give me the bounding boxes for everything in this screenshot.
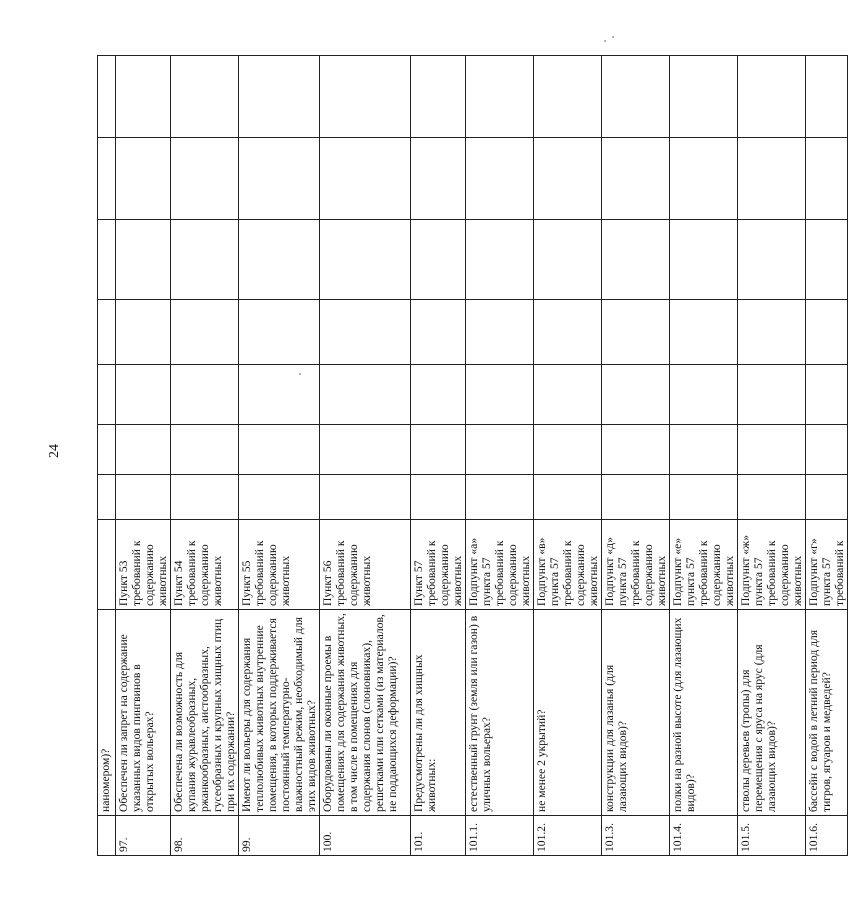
rotated-page: [97, 56, 846, 856]
answer-cell: [320, 365, 411, 425]
row-question: Предусмотрены ли для хищных животных:: [411, 610, 466, 816]
answer-cell: [171, 365, 239, 425]
answer-cell: [411, 56, 466, 138]
answer-cell: [738, 220, 806, 300]
row-number: 101.5.: [738, 816, 806, 856]
scan-speck: [604, 40, 606, 42]
answer-cell: [670, 138, 738, 220]
row-reference: Пункт 57 требований к содержанию животных: [411, 520, 466, 610]
answer-cell: [534, 300, 602, 365]
answer-cell: [466, 300, 534, 365]
answer-cell: [116, 56, 171, 138]
inspection-checklist-table: [97, 55, 848, 856]
row-question: полки на разной высоте (для лазающих видов)?: [670, 610, 738, 816]
row-number: 100.: [320, 816, 411, 856]
answer-cell: [602, 425, 670, 475]
table-row: [602, 56, 670, 856]
row-question: Обеспечен ли запрет на содержание указанных видов пингвинов в открытых вольерах?: [116, 610, 171, 816]
answer-cell: [466, 220, 534, 300]
answer-cell: [806, 56, 848, 138]
row-number: 101.1.: [466, 816, 534, 856]
row-reference: Подпункт «г» пункта 57 требований к: [806, 520, 848, 610]
answer-cell: [411, 138, 466, 220]
table-row: [806, 56, 848, 856]
answer-cell: [116, 365, 171, 425]
answer-cell: [806, 365, 848, 425]
row-reference: [98, 520, 116, 610]
table-row: [738, 56, 806, 856]
answer-cell: [670, 475, 738, 520]
answer-cell: [98, 475, 116, 520]
row-number: 101.6.: [806, 816, 848, 856]
answer-cell: [98, 56, 116, 138]
row-reference: Подпункт «д» пункта 57 требований к содержанию животных: [602, 520, 670, 610]
answer-cell: [171, 56, 239, 138]
answer-cell: [738, 475, 806, 520]
table-row: [411, 56, 466, 856]
answer-cell: [670, 56, 738, 138]
answer-cell: [171, 138, 239, 220]
answer-cell: [738, 56, 806, 138]
table-row: [239, 56, 320, 856]
answer-cell: [602, 300, 670, 365]
answer-cell: [98, 138, 116, 220]
table-row: [466, 56, 534, 856]
row-number: [98, 816, 116, 856]
answer-cell: [806, 220, 848, 300]
row-reference: Подпункт «е» пункта 57 требований к содержанию животных: [670, 520, 738, 610]
row-question: Оборудованы ли оконные проемы в помещениях для содержания животных, в том числе в помещениях для содержания слонов (слоновниках), решетками или сетками (из материалов, не поддающихся деформации)?: [320, 610, 411, 816]
row-question: стволы деревьев (тропы) для перемещения с яруса на ярус (для лазающих видов)?: [738, 610, 806, 816]
row-question: наномером)?: [98, 610, 116, 816]
answer-cell: [98, 365, 116, 425]
answer-cell: [670, 365, 738, 425]
row-reference: Подпункт «в» пункта 57 требований к содержанию животных: [534, 520, 602, 610]
answer-cell: [320, 425, 411, 475]
answer-cell: [239, 138, 320, 220]
answer-cell: [738, 138, 806, 220]
answer-cell: [602, 365, 670, 425]
answer-cell: [116, 300, 171, 365]
answer-cell: [239, 220, 320, 300]
answer-cell: [806, 138, 848, 220]
answer-cell: [320, 56, 411, 138]
answer-cell: [98, 425, 116, 475]
answer-cell: [320, 475, 411, 520]
row-number: 101.3.: [602, 816, 670, 856]
answer-cell: [116, 220, 171, 300]
answer-cell: [116, 475, 171, 520]
row-reference: Пункт 56 требований к содержанию животных: [320, 520, 411, 610]
answer-cell: [239, 56, 320, 138]
answer-cell: [534, 56, 602, 138]
row-reference: Пункт 54 требований к содержанию животных: [171, 520, 239, 610]
row-number: 99.: [239, 816, 320, 856]
row-question: бассейн с водой в летний период для тигров, ягуаров и медведей?: [806, 610, 848, 816]
table-row: [116, 56, 171, 856]
answer-cell: [534, 425, 602, 475]
answer-cell: [171, 300, 239, 365]
answer-cell: [411, 365, 466, 425]
answer-cell: [239, 425, 320, 475]
table-row: [534, 56, 602, 856]
table-row: [98, 56, 116, 856]
answer-cell: [239, 365, 320, 425]
page-number: 24: [47, 444, 62, 458]
row-question: естественный грунт (земля или газон) в уличных вольерах?: [466, 610, 534, 816]
row-question: конструкции для лазанья (для лазающих видов)?: [602, 610, 670, 816]
answer-cell: [534, 475, 602, 520]
answer-cell: [171, 425, 239, 475]
answer-cell: [466, 365, 534, 425]
row-number: 101.: [411, 816, 466, 856]
answer-cell: [171, 475, 239, 520]
row-question: Имеют ли вольеры для содержания теплолюбивых животных внутренние помещения, в которых поддерживается постоянный температурно-влажностный режим, необходимый для этих видов животных?: [239, 610, 320, 816]
answer-cell: [466, 425, 534, 475]
answer-cell: [738, 425, 806, 475]
answer-cell: [239, 475, 320, 520]
answer-cell: [602, 56, 670, 138]
answer-cell: [98, 220, 116, 300]
table-body: [98, 56, 848, 856]
answer-cell: [602, 220, 670, 300]
answer-cell: [411, 475, 466, 520]
answer-cell: [806, 300, 848, 365]
answer-cell: [738, 300, 806, 365]
table-row: [320, 56, 411, 856]
answer-cell: [171, 220, 239, 300]
row-reference: Подпункт «ж» пункта 57 требований к содержанию животных: [738, 520, 806, 610]
answer-cell: [320, 300, 411, 365]
answer-cell: [670, 220, 738, 300]
answer-cell: [738, 365, 806, 425]
answer-cell: [602, 138, 670, 220]
table-row: [670, 56, 738, 856]
answer-cell: [411, 300, 466, 365]
answer-cell: [320, 138, 411, 220]
row-reference: Пункт 53 требований к содержанию животных: [116, 520, 171, 610]
answer-cell: [670, 300, 738, 365]
answer-cell: [534, 220, 602, 300]
row-reference: Пункт 55 требований к содержанию животных: [239, 520, 320, 610]
answer-cell: [466, 475, 534, 520]
answer-cell: [466, 56, 534, 138]
row-number: 98.: [171, 816, 239, 856]
answer-cell: [116, 425, 171, 475]
answer-cell: [466, 138, 534, 220]
answer-cell: [320, 220, 411, 300]
answer-cell: [98, 300, 116, 365]
answer-cell: [806, 425, 848, 475]
row-number: 101.2.: [534, 816, 602, 856]
row-number: 97.: [116, 816, 171, 856]
answer-cell: [806, 475, 848, 520]
answer-cell: [602, 475, 670, 520]
answer-cell: [670, 425, 738, 475]
answer-cell: [534, 365, 602, 425]
answer-cell: [534, 138, 602, 220]
row-reference: Подпункт «а» пункта 57 требований к содержанию животных: [466, 520, 534, 610]
answer-cell: [411, 220, 466, 300]
answer-cell: [116, 138, 171, 220]
scan-speck: [612, 36, 614, 38]
answer-cell: [239, 300, 320, 365]
row-question: Обеспечена ли возможность для купания журавлеобразных, ржанкообразных, аистообразных, гусеобразных и крупных хищных птиц при их содержании?: [171, 610, 239, 816]
answer-cell: [411, 425, 466, 475]
row-number: 101.4.: [670, 816, 738, 856]
row-question: не менее 2 укрытий?: [534, 610, 602, 816]
table-row: [171, 56, 239, 856]
